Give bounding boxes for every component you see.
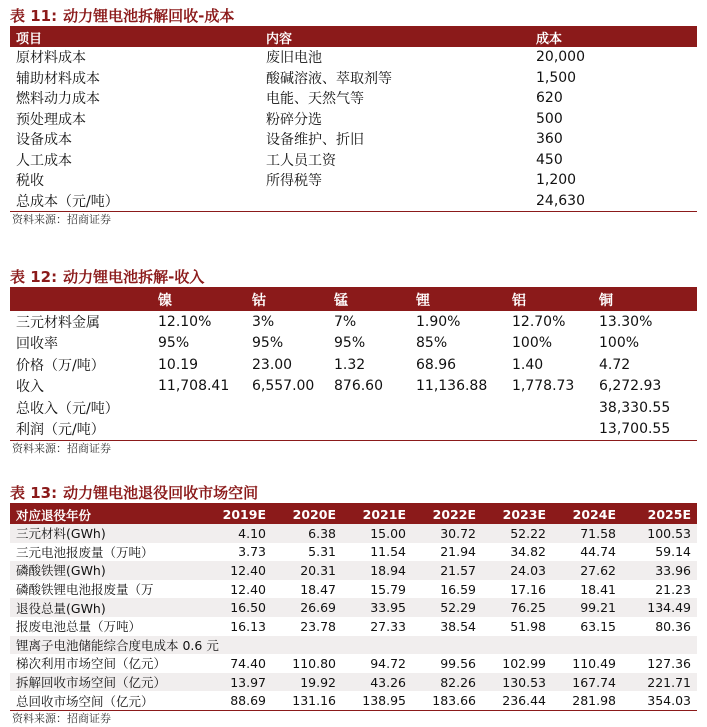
table-13-cell: 63.15 [580, 618, 616, 634]
table-12-header-cell [10, 288, 152, 311]
table-13-cell: 磷酸铁锂(GWh) [16, 563, 106, 579]
table-13-cell: 12.40 [230, 581, 266, 597]
table-13-row [10, 598, 697, 617]
table-13-cell: 138.95 [362, 693, 406, 709]
table-11-cell: 粉碎分选 [266, 111, 322, 128]
table-11-header-cell: 项目 [16, 32, 43, 47]
table-11-cell: 所得税等 [266, 173, 322, 190]
table-12-cell: 13,700.55 [599, 421, 671, 438]
table-13-cell: 52.22 [510, 525, 546, 541]
table-13-title-text: 动力锂电池退役回收市场空间 [63, 484, 259, 502]
table-13-cell: 11.54 [370, 544, 406, 560]
table-11-header-cell: 成本 [536, 32, 563, 47]
cost-table [10, 26, 697, 211]
table-13-cell: 52.29 [440, 600, 476, 616]
table-13-header-cell: 2023E [502, 507, 546, 522]
table-13-row [10, 561, 697, 580]
table-11-cell: 450 [536, 151, 563, 168]
table-13-cell: 33.95 [370, 600, 406, 616]
table-12-row [10, 376, 697, 398]
table-11-row [10, 47, 697, 68]
table-11-cell: 360 [536, 131, 563, 148]
table-13-cell: 三元电池报废量（万吨） [16, 544, 154, 560]
table-13-cell: 51.98 [510, 618, 546, 634]
table-12-header-cell: 铝 [512, 293, 526, 309]
table-13-cell: 5.31 [308, 544, 336, 560]
table-12-title [10, 267, 697, 287]
table-12-cell: 12.70% [512, 313, 566, 330]
table-11-cell: 税收 [16, 173, 44, 190]
table-13-cell: 26.69 [300, 600, 336, 616]
table-13-cell: 4.10 [238, 525, 266, 541]
table-13-header-row [10, 504, 697, 524]
table-13-row [10, 543, 697, 562]
table-13-section [10, 483, 697, 727]
table-12-cell: 68.96 [416, 356, 457, 373]
table-12-cell [328, 397, 410, 419]
table-12-cell: 100% [599, 335, 640, 352]
table-13-cell: 总回收市场空间（亿元） [16, 693, 154, 709]
table-11-row [10, 68, 697, 89]
table-12-cell: 95% [158, 335, 190, 352]
table-12-header-cell: 锰 [334, 293, 348, 309]
table-11-cell: 预处理成本 [16, 111, 86, 128]
table-12-cell [506, 397, 593, 419]
table-12-cell: 1.32 [334, 356, 366, 373]
table-12-label: 表 12: [10, 268, 58, 286]
market-table [10, 503, 697, 710]
table-12-cell: 6,557.00 [252, 378, 315, 395]
table-12-cell [246, 419, 328, 441]
table-11-cell: 设备成本 [16, 132, 72, 149]
table-13-cell: 99.56 [440, 655, 476, 671]
table-13-row [10, 617, 697, 636]
table-12-cell: 1,778.73 [512, 378, 575, 395]
table-11-row [10, 88, 697, 109]
table-13-row [10, 691, 697, 710]
table-13-cell: 19.92 [300, 674, 336, 690]
table-13-cell: 102.99 [502, 655, 546, 671]
table-13-cell: 94.72 [370, 655, 406, 671]
table-12-cell: 收入 [16, 379, 44, 396]
table-12-row [10, 333, 697, 355]
table-13-cell: 34.82 [510, 544, 546, 560]
table-13-header-cell: 2022E [432, 507, 476, 522]
table-11-row [10, 150, 697, 171]
table-12-cell: 876.60 [334, 378, 383, 395]
table-12-cell: 1.40 [512, 356, 544, 373]
table-12-cell [246, 397, 328, 419]
table-12-cell: 85% [416, 335, 448, 352]
table-12-cell: 12.10% [158, 313, 212, 330]
table-13-cell: 15.79 [370, 581, 406, 597]
table-13-cell: 拆解回收市场空间（亿元） [16, 675, 167, 691]
table-11-cell: 工人员工资 [266, 152, 336, 169]
table-11-cell: 废旧电池 [266, 50, 322, 67]
table-13-cell: 27.62 [580, 562, 616, 578]
table-13-cell: 15.00 [370, 525, 406, 541]
table-12-cell: 95% [334, 335, 366, 352]
table-11-cell: 人工成本 [16, 152, 72, 169]
table-11-cell: 电能、天然气等 [266, 91, 364, 108]
table-13-cell: 20.31 [300, 562, 336, 578]
table-12-row [10, 419, 697, 441]
table-12-cell [506, 419, 593, 441]
table-13-cell: 76.25 [510, 600, 546, 616]
table-13-cell: 18.94 [370, 562, 406, 578]
table-13-cell: 38.54 [440, 618, 476, 634]
table-11-title [10, 6, 697, 26]
table-13-header-cell: 2019E [222, 507, 266, 522]
table-13-cell: 23.78 [300, 618, 336, 634]
table-13-cell: 183.66 [432, 693, 476, 709]
table-12-header-cell: 钴 [252, 293, 266, 309]
table-12-cell: 三元材料金属 [16, 314, 100, 331]
table-12-header-row [10, 288, 697, 311]
table-12-cell: 6,272.93 [599, 378, 662, 395]
table-12-cell: 1.90% [416, 313, 461, 330]
table-13-cell: 130.53 [502, 674, 546, 690]
table-13-cell: 18.41 [580, 581, 616, 597]
table-13-cell: 三元材料(GWh) [16, 526, 106, 542]
table-11-source: 资料来源：招商证券 [10, 211, 697, 228]
table-13-cell: 21.23 [655, 581, 691, 597]
table-13-cell: 16.50 [230, 600, 266, 616]
table-12-cell: 38,330.55 [599, 399, 671, 416]
table-12-row [10, 354, 697, 376]
table-13-cell: 6.38 [308, 525, 336, 541]
table-13-cell: 17.16 [510, 581, 546, 597]
table-13-source: 资料来源：招商证券 [10, 710, 697, 727]
table-13-cell: 24.03 [510, 562, 546, 578]
table-11-cell: 620 [536, 90, 563, 107]
table-13-cell: 110.80 [292, 655, 336, 671]
table-12-section [10, 267, 697, 457]
table-13-cell: 236.44 [502, 693, 546, 709]
table-12-cell [410, 397, 506, 419]
table-13-cell: 16.59 [440, 581, 476, 597]
table-12-cell: 11,136.88 [416, 378, 488, 395]
table-12-cell [152, 419, 246, 441]
table-13-cell: 退役总量(GWh) [16, 600, 106, 616]
table-13-cell: 110.49 [572, 655, 616, 671]
table-13-cell: 梯次利用市场空间（亿元） [16, 656, 167, 672]
table-13-cell: 12.40 [230, 562, 266, 578]
table-13-cell: 磷酸铁锂电池报废量（万 [16, 582, 154, 598]
table-12-row [10, 311, 697, 333]
table-13-cell: 59.14 [655, 544, 691, 560]
table-13-cell: 报废电池总量（万吨） [16, 619, 142, 635]
table-13-cell: 80.36 [655, 618, 691, 634]
table-12-cell: 总收入（元/吨） [16, 400, 119, 417]
table-13-cell: 127.36 [647, 655, 691, 671]
table-12-cell: 3% [252, 313, 275, 330]
table-13-header-cell: 2025E [647, 507, 691, 522]
table-13-cell: 13.97 [230, 674, 266, 690]
table-12-cell: 利润（元/吨） [16, 422, 105, 439]
table-11-cell: 1,200 [536, 172, 577, 189]
table-12-source: 资料来源：招商证券 [10, 440, 697, 457]
table-13-cell: 74.40 [230, 655, 266, 671]
table-13-cell: 21.94 [440, 544, 476, 560]
table-12-cell: 13.30% [599, 313, 653, 330]
table-13-header-cell: 2020E [292, 507, 336, 522]
table-13-cell: 44.74 [580, 544, 616, 560]
table-11-label: 表 11: [10, 7, 58, 25]
table-13-cell: 16.13 [230, 618, 266, 634]
table-12-cell: 95% [252, 335, 284, 352]
table-13-header-cell: 2021E [362, 507, 406, 522]
table-13-cell: 354.03 [647, 693, 691, 709]
table-12-cell: 价格（万/吨） [16, 357, 105, 374]
table-11-title-text: 动力锂电池拆解回收-成本 [63, 7, 235, 25]
table-11-cell: 设备维护、折旧 [266, 132, 364, 149]
table-13-header-cell: 对应退役年份 [16, 507, 92, 523]
table-13-row [10, 524, 697, 543]
table-12-header-cell: 镍 [158, 293, 172, 309]
table-13-cell: 100.53 [647, 525, 691, 541]
table-13-cell: 21.57 [440, 562, 476, 578]
table-11-cell: 20,000 [536, 49, 585, 66]
table-13-cell: 88.69 [230, 693, 266, 709]
revenue-table [10, 287, 697, 440]
table-12-row [10, 397, 697, 419]
table-12-cell: 11,708.41 [158, 378, 230, 395]
table-13-cell: 18.47 [300, 581, 336, 597]
table-12-cell [328, 419, 410, 441]
table-13-label: 表 13: [10, 484, 58, 502]
table-11-cell: 500 [536, 110, 563, 127]
table-11-cell: 原材料成本 [16, 50, 86, 67]
table-13-cell: 71.58 [580, 525, 616, 541]
table-11-row [10, 170, 697, 191]
table-13-row [10, 654, 697, 673]
table-12-cell [152, 397, 246, 419]
table-12-header-cell: 铜 [599, 293, 613, 309]
table-13-cell: 281.98 [572, 693, 616, 709]
table-13-cell: 3.73 [238, 544, 266, 560]
table-13-note-cell: 锂离子电池储能综合度电成本 0.6 元 [16, 637, 219, 653]
table-12-cell [410, 419, 506, 441]
table-11-row [10, 109, 697, 130]
table-13-row [10, 636, 697, 655]
table-13-row [10, 673, 697, 692]
table-11-cell [260, 191, 530, 212]
table-12-header-cell: 锂 [416, 293, 430, 309]
table-13-cell: 30.72 [440, 525, 476, 541]
table-11-cell: 酸碱溶液、萃取剂等 [266, 70, 392, 87]
table-11-cell: 1,500 [536, 69, 577, 86]
table-12-cell: 4.72 [599, 356, 631, 373]
table-11-header-cell: 内容 [266, 32, 293, 47]
table-12-cell: 回收率 [16, 336, 58, 353]
table-13-cell: 167.74 [572, 674, 616, 690]
table-13-title [10, 483, 697, 503]
table-13-cell: 99.21 [580, 600, 616, 616]
table-13-cell: 221.71 [647, 674, 691, 690]
table-11-row [10, 129, 697, 150]
table-13-header-cell: 2024E [572, 507, 616, 522]
table-12-cell: 10.19 [158, 356, 199, 373]
table-13-cell: 27.33 [370, 618, 406, 634]
table-11-cell: 辅助材料成本 [16, 70, 100, 87]
table-11-row [10, 191, 697, 212]
table-11-cell: 燃料动力成本 [16, 91, 100, 108]
table-12-title-text: 动力锂电池拆解-收入 [63, 268, 205, 286]
table-11-cell: 24,630 [536, 192, 585, 209]
table-13-cell: 134.49 [647, 600, 691, 616]
table-13-cell: 33.96 [655, 562, 691, 578]
table-13-row [10, 580, 697, 599]
table-11-cell: 总成本（元/吨） [16, 193, 119, 210]
table-12-cell: 100% [512, 335, 553, 352]
table-13-cell: 131.16 [292, 693, 336, 709]
table-13-cell: 43.26 [370, 674, 406, 690]
table-12-cell: 7% [334, 313, 357, 330]
table-11-header-row [10, 27, 697, 47]
table-12-cell: 23.00 [252, 356, 293, 373]
table-11-section [10, 6, 697, 228]
table-13-cell: 82.26 [440, 674, 476, 690]
